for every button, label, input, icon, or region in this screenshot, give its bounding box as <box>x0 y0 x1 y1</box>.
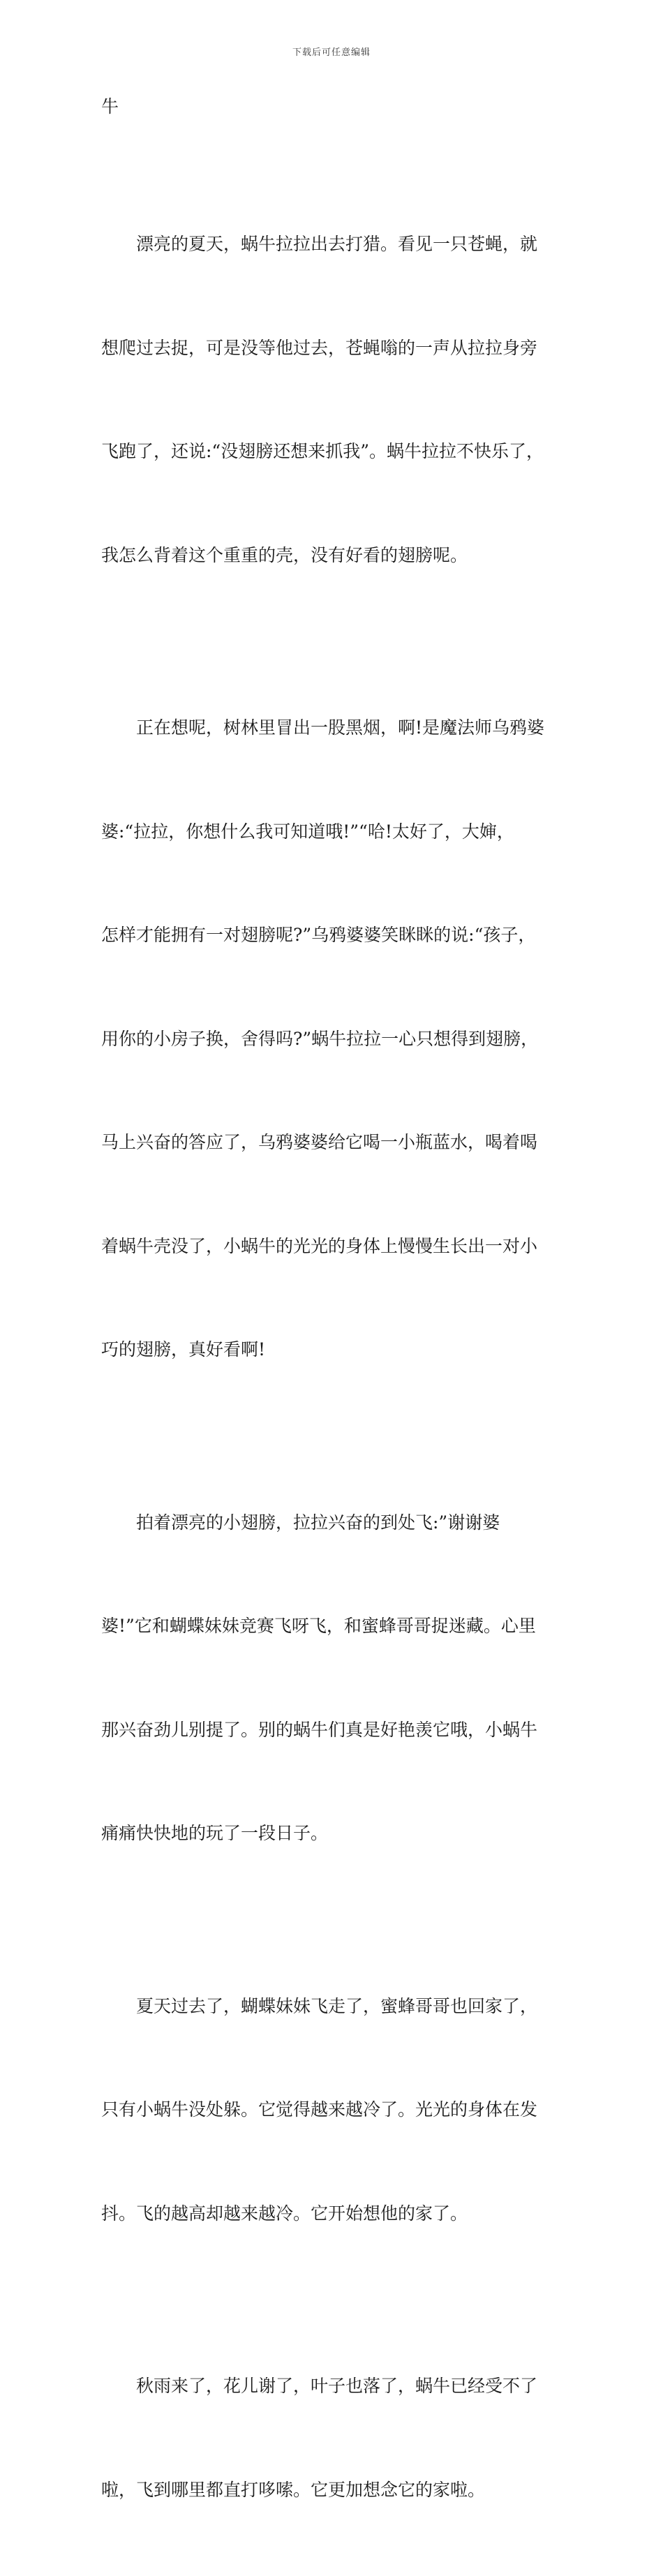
text-line: 婆:“拉拉，你想什么我可知道哦!”“哈!太好了，大婶， <box>101 821 514 842</box>
paragraph <box>101 2300 576 2576</box>
text-line: 啦，飞到哪里都直打哆嗦。它更加想念它的家啦。 <box>101 2479 486 2500</box>
text-line: 拍着漂亮的小翅膀，拉拉兴奋的到处飞:”谢谢婆 <box>136 1512 500 1533</box>
carryover-text: 牛 <box>101 96 119 117</box>
text-line: 想爬过去捉，可是没等他过去，苍蝇嗡的一声从拉拉身旁 <box>101 337 538 358</box>
text-line: 飞跑了，还说:“没翅膀还想来抓我”。蜗牛拉拉不快乐了， <box>101 441 544 461</box>
text-line: 用你的小房子换，舍得吗?”蜗牛拉拉一心只想得到翅膀， <box>101 1028 539 1049</box>
text-line: 那兴奋劲儿别提了。别的蜗牛们真是好艳羡它哦，小蜗牛 <box>101 1719 538 1740</box>
text-line: 怎样才能拥有一对翅膀呢?”乌鸦婆婆笑眯眯的说:“孩子， <box>101 925 536 945</box>
text-line: 痛痛快快地的玩了一段日子。 <box>101 1823 329 1843</box>
text-line: 抖。飞的越高却越来越冷。它开始想他的家了。 <box>101 2203 468 2224</box>
page-header: 下载后可任意编辑 <box>292 47 371 58</box>
text-line: 夏天过去了，蝴蝶妹妹飞走了，蜜蜂哥哥也回家了， <box>136 1995 538 2016</box>
text-line: 正在想呢，树林里冒出一股黑烟，啊!是魔法师乌鸦婆 <box>136 717 545 738</box>
document-body <box>101 158 576 2576</box>
text-line: 婆!”它和蝴蝶妹妹竞赛飞呀飞，和蜜蜂哥哥捉迷藏。心里 <box>101 1616 536 1636</box>
paragraph <box>101 1436 576 1920</box>
text-line: 秋雨来了，花儿谢了，叶子也落了，蜗牛已经受不了 <box>136 2376 538 2396</box>
text-line: 只有小蜗牛没处躲。它觉得越来越冷了。光光的身体在发 <box>101 2099 538 2120</box>
paragraph <box>101 158 576 641</box>
paragraph <box>101 1920 576 2300</box>
text-line: 马上兴奋的答应了，乌鸦婆婆给它喝一小瓶蓝水，喝着喝 <box>101 1132 538 1152</box>
text-line: 着蜗牛壳没了，小蜗牛的光光的身体上慢慢生长出一对小 <box>101 1235 538 1256</box>
paragraph <box>101 641 576 1436</box>
text-line: 我怎么背着这个重重的壳，没有好看的翅膀呢。 <box>101 544 468 565</box>
text-line: 漂亮的夏天，蜗牛拉拉出去打猎。看见一只苍蝇，就 <box>136 234 538 254</box>
text-line: 巧的翅膀，真好看啊! <box>101 1339 266 1360</box>
